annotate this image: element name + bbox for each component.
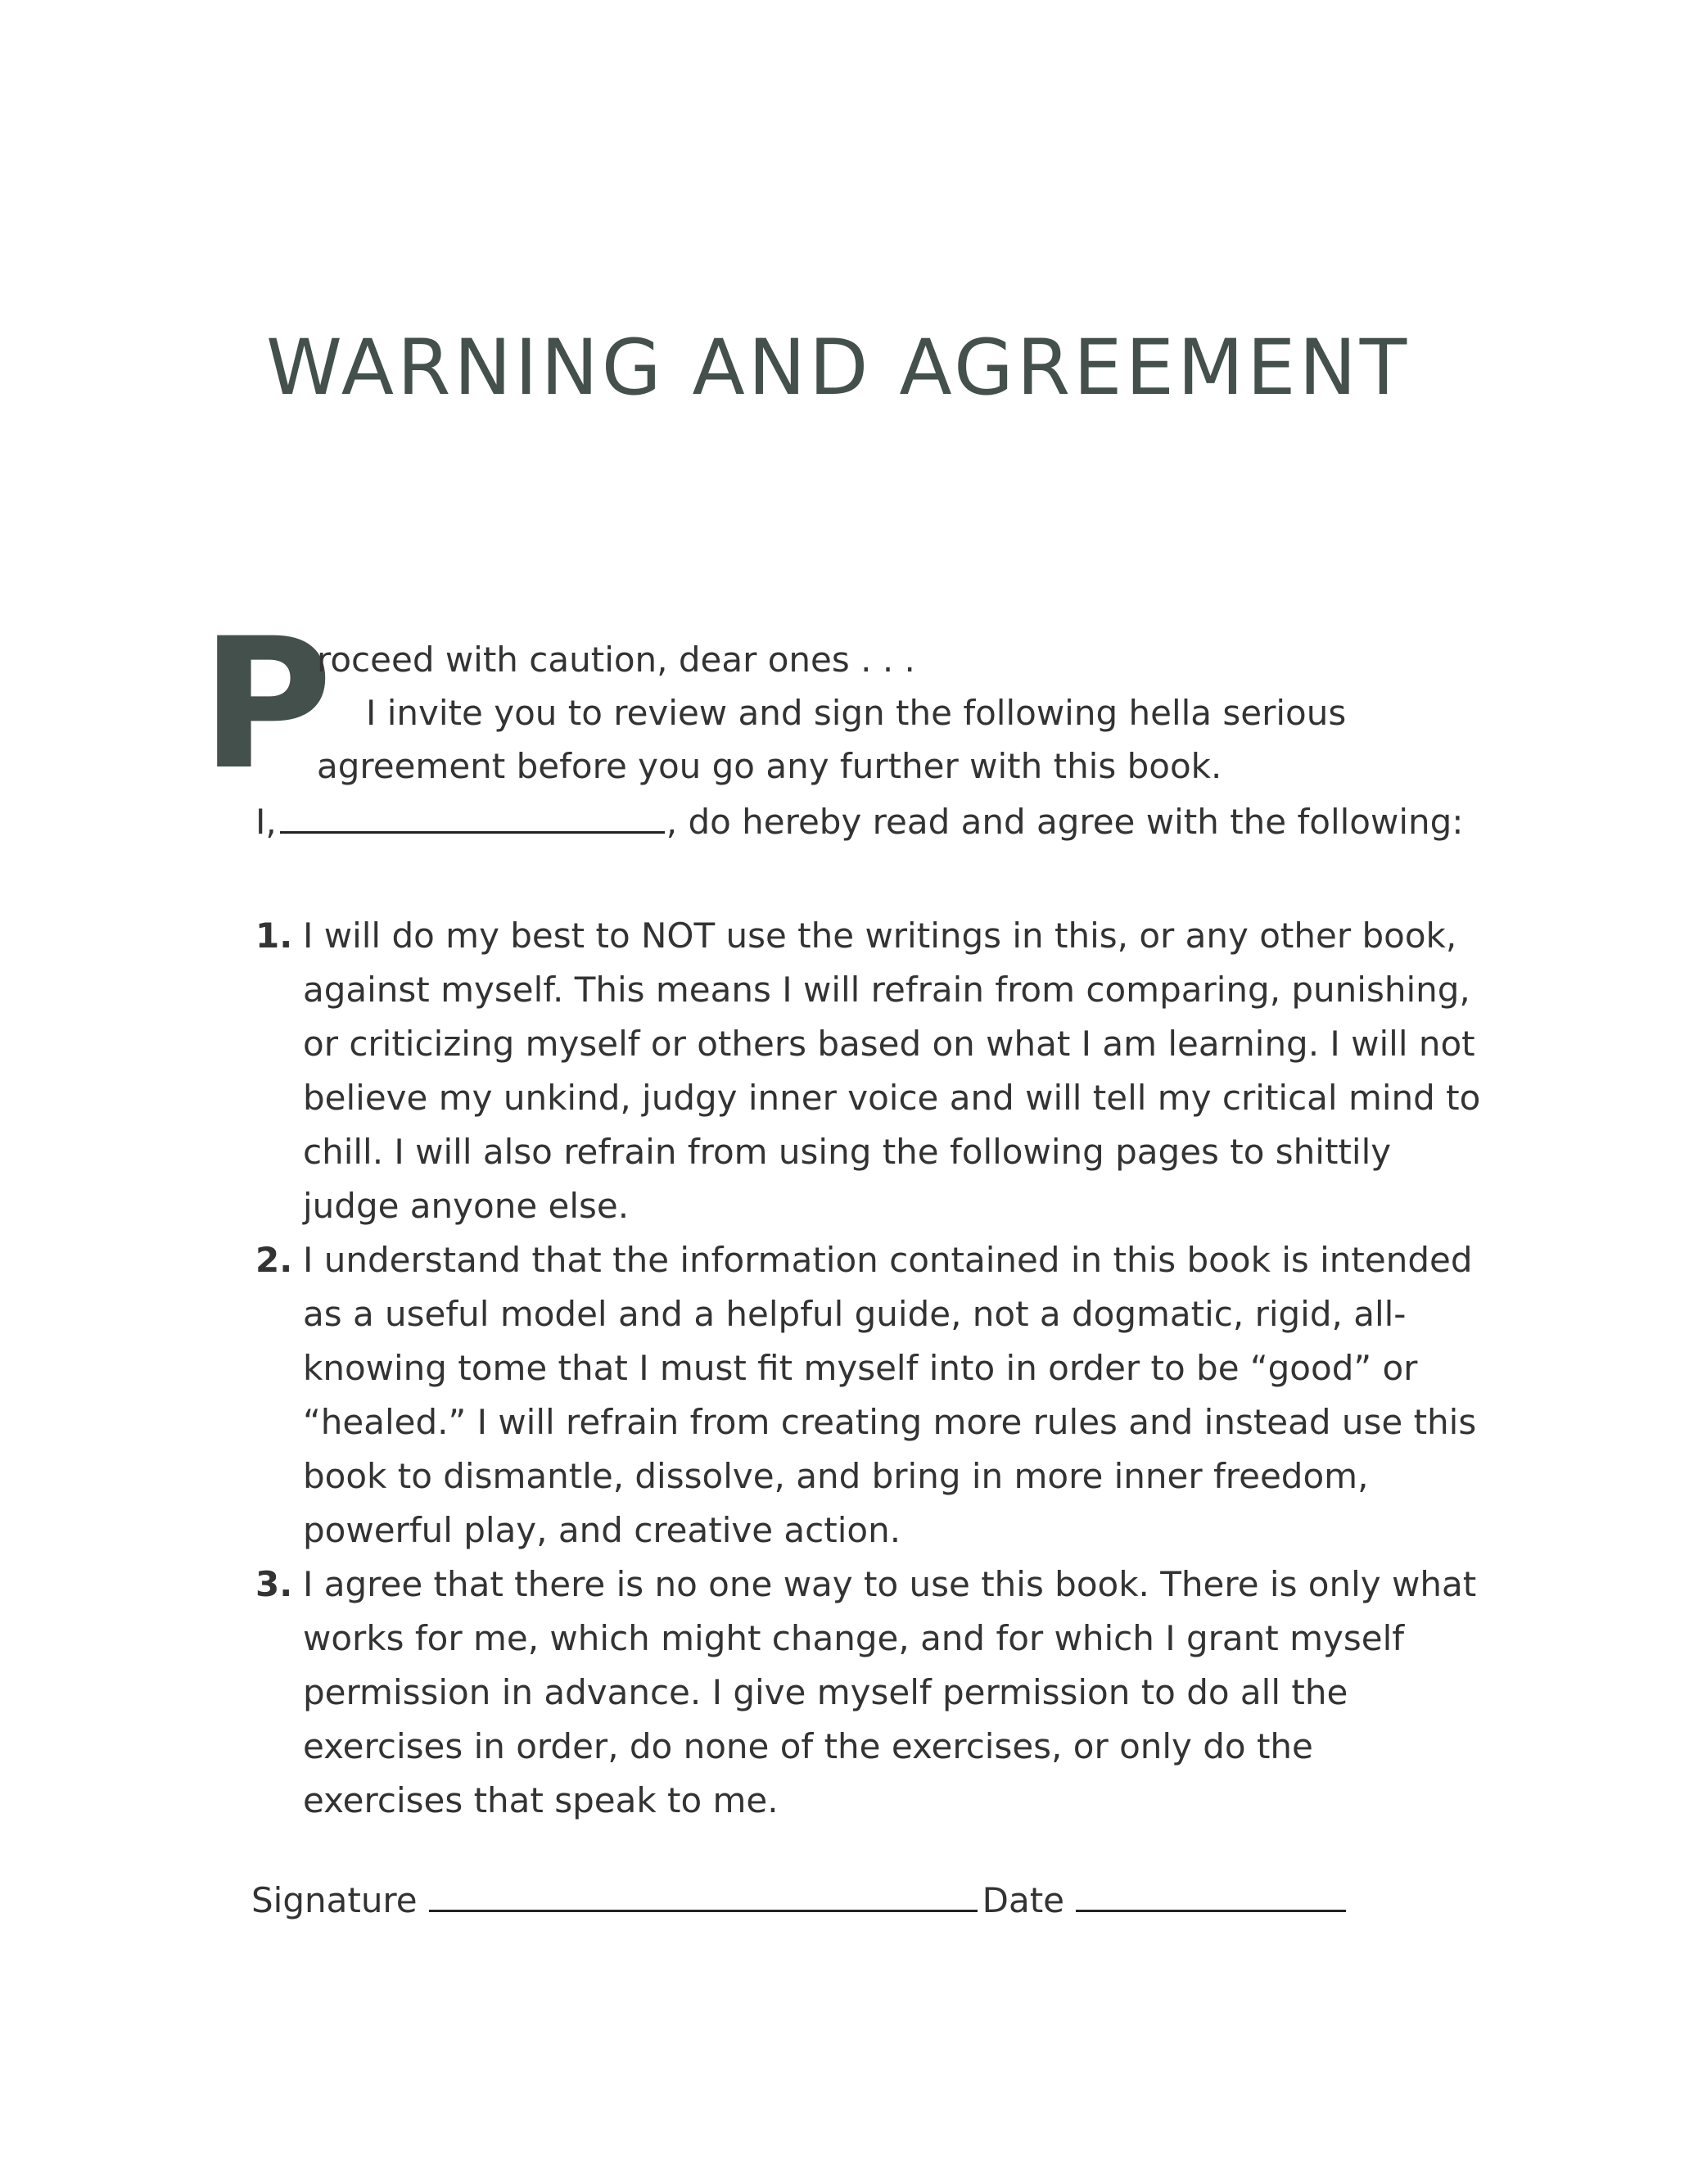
item-text: I will do my best to NOT use the writings in this, or any other book, against myself. This means I will refrain from comparing, punishing, or criticizing myself or others based on what I am learning. I will not believe my unkind, judgy inner voice and will tell my critical mind to chill. I will also refrain from using the following pages to shittily judge anyone else. <box>303 916 1481 1226</box>
signature-label: Signature <box>251 1880 418 1920</box>
agreement-prefix: I, <box>255 802 277 842</box>
item-number: 2. <box>255 1240 293 1280</box>
agreement-statement <box>255 802 1464 842</box>
signature-row <box>251 1880 1346 1920</box>
drop-cap: P <box>201 599 333 809</box>
page-title: WARNING AND AGREEMENT <box>266 323 1411 413</box>
list-item <box>255 1558 1484 1828</box>
intro-line-1: roceed with caution, dear ones . . . <box>317 640 915 680</box>
list-item <box>255 1233 1484 1558</box>
item-number: 1. <box>255 916 293 956</box>
item-number: 3. <box>255 1564 293 1604</box>
agreement-suffix: , do hereby read and agree with the following: <box>666 802 1464 842</box>
intro-line-2: I invite you to review and sign the following hella serious <box>366 693 1347 733</box>
name-blank[interactable] <box>280 808 665 834</box>
list-item <box>255 909 1484 1233</box>
item-text: I agree that there is no one way to use this book. There is only what works for me, which might change, and for which I grant myself permission in advance. I give myself permission to do all the exercises in order, do none of the exercises, or only do the exercises that speak to me. <box>303 1564 1477 1820</box>
agreement-list <box>255 909 1484 1828</box>
signature-blank[interactable] <box>429 1887 978 1912</box>
date-blank[interactable] <box>1076 1887 1346 1912</box>
item-text: I understand that the information contained in this book is intended as a useful model and a helpful guide, not a dogmatic, rigid, all-knowing tome that I must fit myself into in order to be “good” or “healed.” I will refrain from creating more rules and instead use this book to dismantle, dissolve, and bring in more inner freedom, powerful play, and creative action. <box>303 1240 1477 1550</box>
date-label: Date <box>982 1880 1065 1920</box>
intro-paragraph <box>201 599 1511 823</box>
intro-line-3: agreement before you go any further with this book. <box>317 746 1222 786</box>
